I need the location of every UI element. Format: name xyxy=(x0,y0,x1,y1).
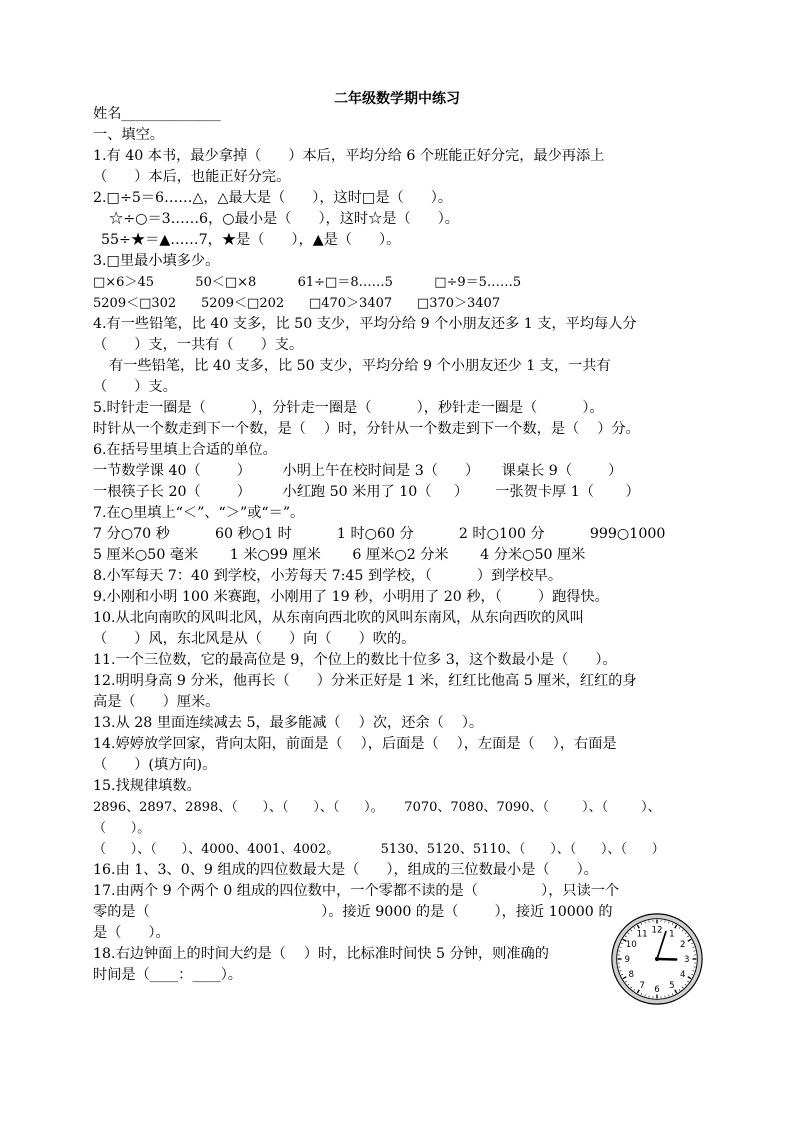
page-title: 二年级数学期中练习 xyxy=(334,91,460,107)
worksheet-line: 零的是（ ）。接近 9000 的是（ ），接近 10000 的 xyxy=(93,904,613,920)
worksheet-line: 13.从 28 里面连续减去 5，最多能减（ ）次，还余（ ）。 xyxy=(93,715,484,731)
worksheet-line: 16.由 1、3、0、9 组成的四位数最大是（ ），组成的三位数最小是（ ）。 xyxy=(93,862,598,878)
clock-numeral: 4 xyxy=(680,969,686,980)
worksheet-line: 7 分○70 秒 60 秒○1 时 1 时○60 分 2 时○100 分 999○1000 xyxy=(93,526,666,542)
clock-numeral: 11 xyxy=(636,929,648,940)
worksheet-line: 5 厘米○50 毫米 1 米○99 厘米 6 厘米○2 分米 4 分米○50 厘米 xyxy=(93,547,586,563)
worksheet-line: 18.右边钟面上的时间大约是（ ）时，比标准时间快 5 分钟，则准确的 xyxy=(93,946,549,962)
worksheet-line: 9.小刚和小明 100 米赛跑，小刚用了 19 秒，小明用了 20 秒，（ ）跑得快。 xyxy=(93,589,609,605)
worksheet-line: （ ）、（ ）、4000、4001、4002。 5130、5120、5110、（ ）、（ ）、（ ） xyxy=(93,842,665,857)
clock-numeral: 6 xyxy=(654,984,660,995)
clock-numeral: 7 xyxy=(639,980,645,991)
worksheet-line: （ ）。 xyxy=(93,821,151,836)
worksheet-line: 3.□里最小填多少。 xyxy=(93,253,220,269)
clock-numeral: 10 xyxy=(625,940,637,951)
worksheet-line: 55÷★＝▲……7，★是（ ），▲是（ ）。 xyxy=(101,232,401,248)
worksheet-line: 时针从一个数走到下一个数，是（ ）时，分针从一个数走到下一个数，是（ ）分。 xyxy=(93,421,640,437)
worksheet-line: 6.在括号里填上合适的单位。 xyxy=(93,442,277,458)
worksheet-line: ☆÷○＝3……6，○最小是（ ），这时☆是（ ）。 xyxy=(109,211,459,227)
clock-numeral: 1 xyxy=(669,929,675,940)
worksheet-line: 5.时针走一圈是（ ），分针走一圈是（ ），秒针走一圈是（ ）。 xyxy=(93,400,604,416)
clock-numeral: 8 xyxy=(628,969,634,980)
worksheet-line: 5209＜□302 5209＜□202 □470＞3407 □370＞3407 xyxy=(93,296,501,311)
clock-numeral: 12 xyxy=(651,925,663,936)
worksheet-line: （ ）支，一共有（ ）支。 xyxy=(93,337,304,353)
worksheet-line: 7.在○里填上“＜”、“＞”或“＝”。 xyxy=(93,505,305,521)
worksheet-line: 一根筷子长 20（ ） 小红跑 50 米用了 10（ ） 一张贺卡厚 1（ ） xyxy=(93,484,640,500)
worksheet-line: 高是（ ）厘米。 xyxy=(93,694,220,710)
clock-numeral: 3 xyxy=(684,955,690,966)
worksheet-line: 4.有一些铅笔，比 40 支多，比 50 支少，平均分给 9 个小朋友还多 1 支，平均每人分 xyxy=(93,316,637,332)
worksheet-line: 2.□÷5＝6……△，△最大是（ ），这时□是（ ）。 xyxy=(93,190,453,206)
clock-hour-hand xyxy=(657,959,676,960)
worksheet-line: 12.明明身高 9 分米，他再长（ ）分米正好是 1 米，红红比他高 5 厘米，红红的身 xyxy=(93,673,637,689)
worksheet-line: 有一些铅笔，比 40 支多，比 50 支少，平均分给 9 个小朋友还少 1 支，一共有 xyxy=(109,358,611,374)
worksheet-line: 1.有 40 本书，最少拿掉（ ）本后，平均分给 6 个班能正好分完，最少再添上 xyxy=(93,148,605,164)
clock-face-image xyxy=(609,911,705,1007)
clock-numeral: 2 xyxy=(680,940,686,951)
worksheet-line: （ ）本后，也能正好分完。 xyxy=(93,169,291,185)
worksheet-line: 15.找规律填数。 xyxy=(93,778,201,794)
clock-center-pin xyxy=(655,957,659,961)
worksheet-line: （ ）(填方向)。 xyxy=(93,757,217,773)
worksheet-line: 是（ ）。 xyxy=(93,925,170,941)
worksheet-line: （ ）风，东北风是从（ ）向（ ）吹的。 xyxy=(93,631,416,647)
worksheet-line: □×6＞45 50＜□×8 61÷□＝8……5 □÷9＝5……5 xyxy=(93,275,522,290)
worksheet-line: 14.婷婷放学回家，背向太阳，前面是（ ），后面是（ ），左面是（ ），右面是 xyxy=(93,736,617,752)
worksheet-line: 2896、2897、2898、（ ）、（ ）、（ ）。 7070、7080、7090、（ ）、（ ）、 xyxy=(93,800,661,815)
clock-numeral: 5 xyxy=(669,980,675,991)
worksheet-line: 时间是（____：____）。 xyxy=(93,967,242,983)
worksheet-line: 姓名______________ xyxy=(93,106,221,122)
worksheet-body xyxy=(93,104,705,986)
worksheet-line: 10.从北向南吹的风叫北风，从东南向西北吹的风叫东南风，从东向西吹的风叫 xyxy=(93,610,584,626)
worksheet-line: （ ）支。 xyxy=(93,379,177,395)
worksheet-line: 17.由两个 9 个两个 0 组成的四位数中，一个零都不读的是（ ），只读一个 xyxy=(93,883,620,899)
clock-numeral: 9 xyxy=(624,955,630,966)
worksheet-line: 一、填空。 xyxy=(93,127,164,143)
worksheet-line: 8.小军每天 7：40 到学校，小芳每天 7:45 到学校，（ ）到学校早。 xyxy=(93,568,563,584)
worksheet-line: 11.一个三位数，它的最高位是 9，个位上的数比十位多 3，这个数最小是（ ）。 xyxy=(93,652,617,668)
worksheet-line: 一节数学课 40（ ） 小明上午在校时间是 3（ ） 课桌长 9（ ） xyxy=(93,463,623,479)
